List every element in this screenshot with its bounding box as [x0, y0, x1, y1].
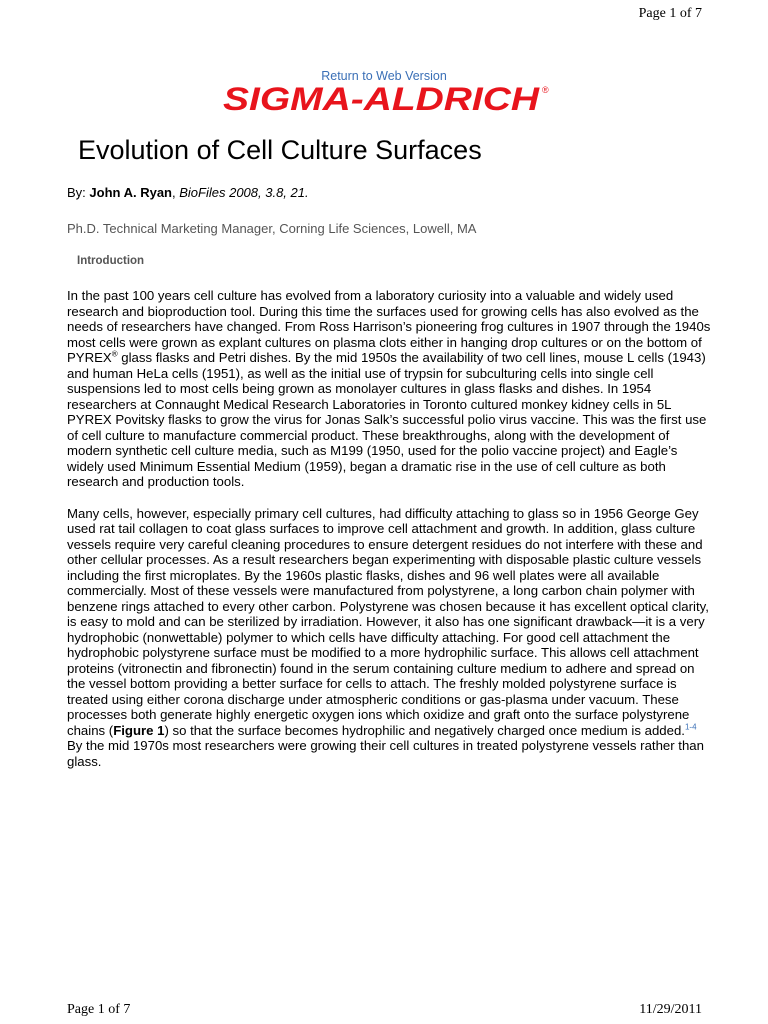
paragraph-2-text-b: ) so that the surface becomes hydrophilic and negatively charged once medium is added. — [164, 722, 685, 738]
source-citation: BioFiles 2008, 3.8, 21. — [179, 185, 309, 200]
byline — [67, 185, 309, 200]
print-date: 11/29/2011 — [639, 1002, 702, 1017]
page-number-bottom: Page 1 of 7 — [67, 1002, 131, 1017]
author-name: John A. Ryan — [89, 185, 172, 200]
registered-mark: ® — [111, 349, 118, 359]
page-number-top: Page 1 of 7 — [638, 6, 702, 21]
registered-mark: ® — [542, 85, 549, 95]
sigma-aldrich-logo[interactable] — [0, 81, 768, 120]
sigma-aldrich-logo-graphic — [219, 81, 549, 115]
byline-prefix: By: — [67, 185, 90, 200]
paragraph-1 — [67, 288, 713, 490]
section-heading: Introduction — [77, 255, 145, 267]
byline-separator: , — [172, 185, 180, 200]
paragraph-2-text-c: By the mid 1970s most researchers were growing their cell cultures in treated polystyrene vessels rather than glass. — [67, 738, 704, 769]
paragraph-1-text-b: glass flasks and Petri dishes. By the mid 1950s the availability of two cell lines, mouse L cells (1943) and human HeLa cells (1951), as well as the initial use of trypsin for subculturing cells into single cell suspensions led to most cells being grown as monolayer cultures in glass flasks and dishes. In 1954 researchers at Connaught Medical Research Laboratories in Toronto cultured monkey kidney cells in 5L PYREX Povitsky flasks to grow the virus for Jonas Salk’s successful polio virus vaccine. This was the first use of cell culture to manufacture commercial product. These breakthroughs, along with the development of modern synthetic cell culture media, such as M199 (1950, used for the polio vaccine project) and Eagle’s widely used Minimum Essential Medium (1959), began a dramatic rise in the use of cell culture as both research and production tools. — [67, 350, 707, 489]
logo-wordmark: SIGMA-ALDRICH — [223, 81, 541, 115]
paragraph-1-text-a: In the past 100 years cell culture has evolved from a laboratory curiosity into a valuable and widely used research and bioproduction tool. During this time the surfaces used for growing cells has also evolved as the needs of researchers have changed. From Ross Harrison’s pioneering frog cultures in 1907 through the 1940s most cells were grown as explant cultures on plasma clots either in hanging drop cultures or on the bottom of PYREX — [67, 288, 711, 365]
citation-link[interactable]: 1-4 — [684, 722, 697, 732]
paragraph-2 — [67, 506, 713, 770]
figure-reference: Figure 1 — [113, 722, 165, 738]
page-title: Evolution of Cell Culture Surfaces — [78, 135, 482, 165]
paragraph-2-text-a: Many cells, however, especially primary cell cultures, had difficulty attaching to glass so in 1956 George Gey used rat tail collagen to coat glass surfaces to improve cell attachment and growth. In addition, glass culture vessels require very careful cleaning procedures to ensure detergent residues do not interfere with these and other cellular processes. As a result researchers began experimenting with disposable plastic culture vessels including the first microplates. By the 1960s plastic flasks, dishes and 96 well plates were all available commercially. Most of these vessels were manufactured from polystyrene, a long carbon chain polymer with benzene rings attached to every other carbon. Polystyrene was chosen because it has excellent optical clarity, is easy to mold and can be sterilized by irradiation. However, it also has one significant drawback—it is a very hydrophobic (nonwettable) polymer to which cells have difficulty attaching. For good cell attachment the hydrophobic polystyrene surface must be modified to a more hydrophilic surface. This allows cell attachment proteins (vitronectin and fibronectin) found in the serum containing culture medium to adhere and spread on the vessel bottom providing a better surface for cells to attach. The freshly molded polystyrene surface is treated using either corona discharge under atmospheric conditions or gas-plasma under vacuum. These processes both generate highly energetic oxygen ions which oxidize and graft onto the surface polystyrene chains ( — [67, 505, 709, 738]
author-affiliation: Ph.D. Technical Marketing Manager, Corning Life Sciences, Lowell, MA — [67, 221, 477, 236]
return-to-web-version-link[interactable]: Return to Web Version — [321, 69, 447, 83]
article-body — [67, 288, 713, 785]
